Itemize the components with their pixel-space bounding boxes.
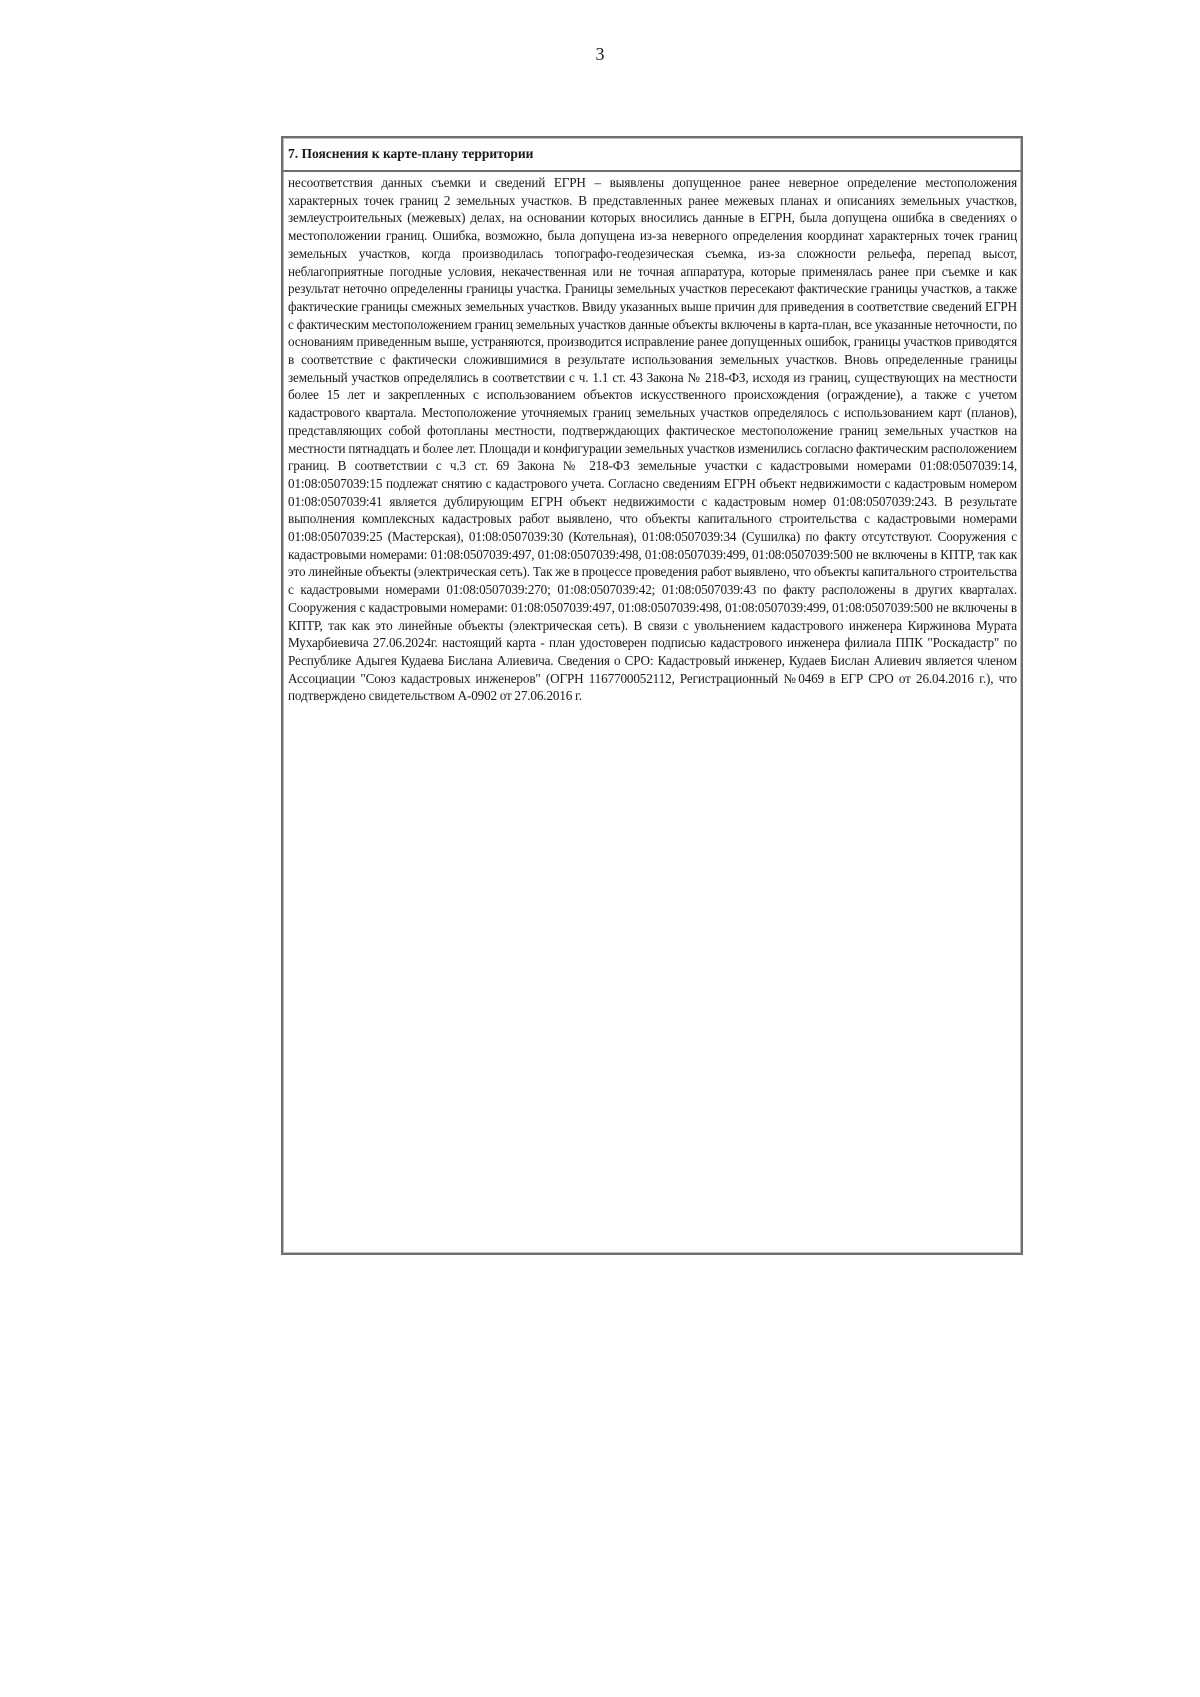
section-7-table: [281, 136, 1023, 1255]
section-body-text: несоответствия данных съемки и сведений ЕГРН – выявлены допущенное ранее неверное определение местоположения характерных точек границ 2 земельных участков. В представленных ранее межевых планах и описаниях земельных участков, землеустроительных (межевых) делах, на основании которых вносились данные в ЕГРН, была допущена ошибка в сведениях о местоположении границ. Ошибка, возможно, была допущена из-за неверного определения координат характерных точек границ земельных участков, когда производилась топографо-геодезическая съемка, из-за сложности рельефа, перепад высот, неблагоприятные погодные условия, некачественная или не точная аппаратура, которые применялась ранее при съемке и как результат неточно определенны границы участка. Границы земельных участков пересекают фактические границы участков, а также фактические границы смежных земельных участков. Ввиду указанных выше причин для приведения в соответствие сведений ЕГРН с фактическим местоположением границ земельных участков данные объекты включены в карта-план, все указанные неточности, по основаниям приведенным выше, устраняются, производится исправление ранее допущенных ошибок, границы участков приводятся в соответствие с фактически сложившимися в результате использования земельных участков. Вновь определенные границы земельный участков определялись в соответствии с ч. 1.1 ст. 43 Закона № 218-ФЗ, исходя из границ, существующих на местности более 15 лет и закрепленных с использованием объектов искусственного происхождения (ограждение), а также с учетом кадастрового квартала. Местоположение уточняемых границ земельных участков определялось с использованием карт (планов), представляющих собой фотопланы местности, подтверждающих фактическое местоположение границ земельных участков на местности пятнадцать и более лет. Площади и конфигурации земельных участков изменились согласно фактическим расположением границ. В соответствии с ч.3 ст. 69 Закона № 218-ФЗ земельные участки с кадастровыми номерами 01:08:0507039:14, 01:08:0507039:15 подлежат снятию с кадастрового учета. Согласно сведениям ЕГРН объект недвижимости с кадастровым номером 01:08:0507039:41 является дублирующим ЕГРН объект недвижимости с кадастровым номер 01:08:0507039:243. В результате выполнения комплексных кадастровых работ выявлено, что объекты капитального строительства с кадастровыми номерами 01:08:0507039:25 (Мастерская), 01:08:0507039:30 (Котельная), 01:08:0507039:34 (Сушилка) по факту отсутствуют. Сооружения с кадастровыми номерами: 01:08:0507039:497, 01:08:0507039:498, 01:08:0507039:499, 01:08:0507039:500 не включены в КПТР, так как это линейные объекты (электрическая сеть). Так же в процессе проведения работ выявлено, что объекты капитального строительства с кадастровыми номерами 01:08:0507039:270; 01:08:0507039:42; 01:08:0507039:43 по факту расположены в других кварталах. Сооружения с кадастровыми номерами: 01:08:0507039:497, 01:08:0507039:498, 01:08:0507039:499, 01:08:0507039:500 не включены в КПТР, так как это линейные объекты (электрическая сеть). В связи с увольнением кадастрового инженера Киржинова Мурата Мухарбиевича 27.06.2024г. настоящий карта - план удостоверен подписью кадастрового инженера филиала ППК "Роскадастр" по Республике Адыгея Кудаева Бислана Алиевича. Сведения о СРО: Кадастровый инженер, Кудаев Бислан Алиевич является членом Ассоциации "Союз кадастровых инженеров" (ОГРН 1167700052112, Регистрационный №0469 в ЕГР СРО от 26.04.2016 г.), что подтверждено свидетельством А-0902 от 27.06.2016 г.: [288, 175, 1017, 704]
section-title: 7. Пояснения к карте-плану территории: [283, 138, 1021, 172]
page-number: 3: [595, 44, 605, 64]
